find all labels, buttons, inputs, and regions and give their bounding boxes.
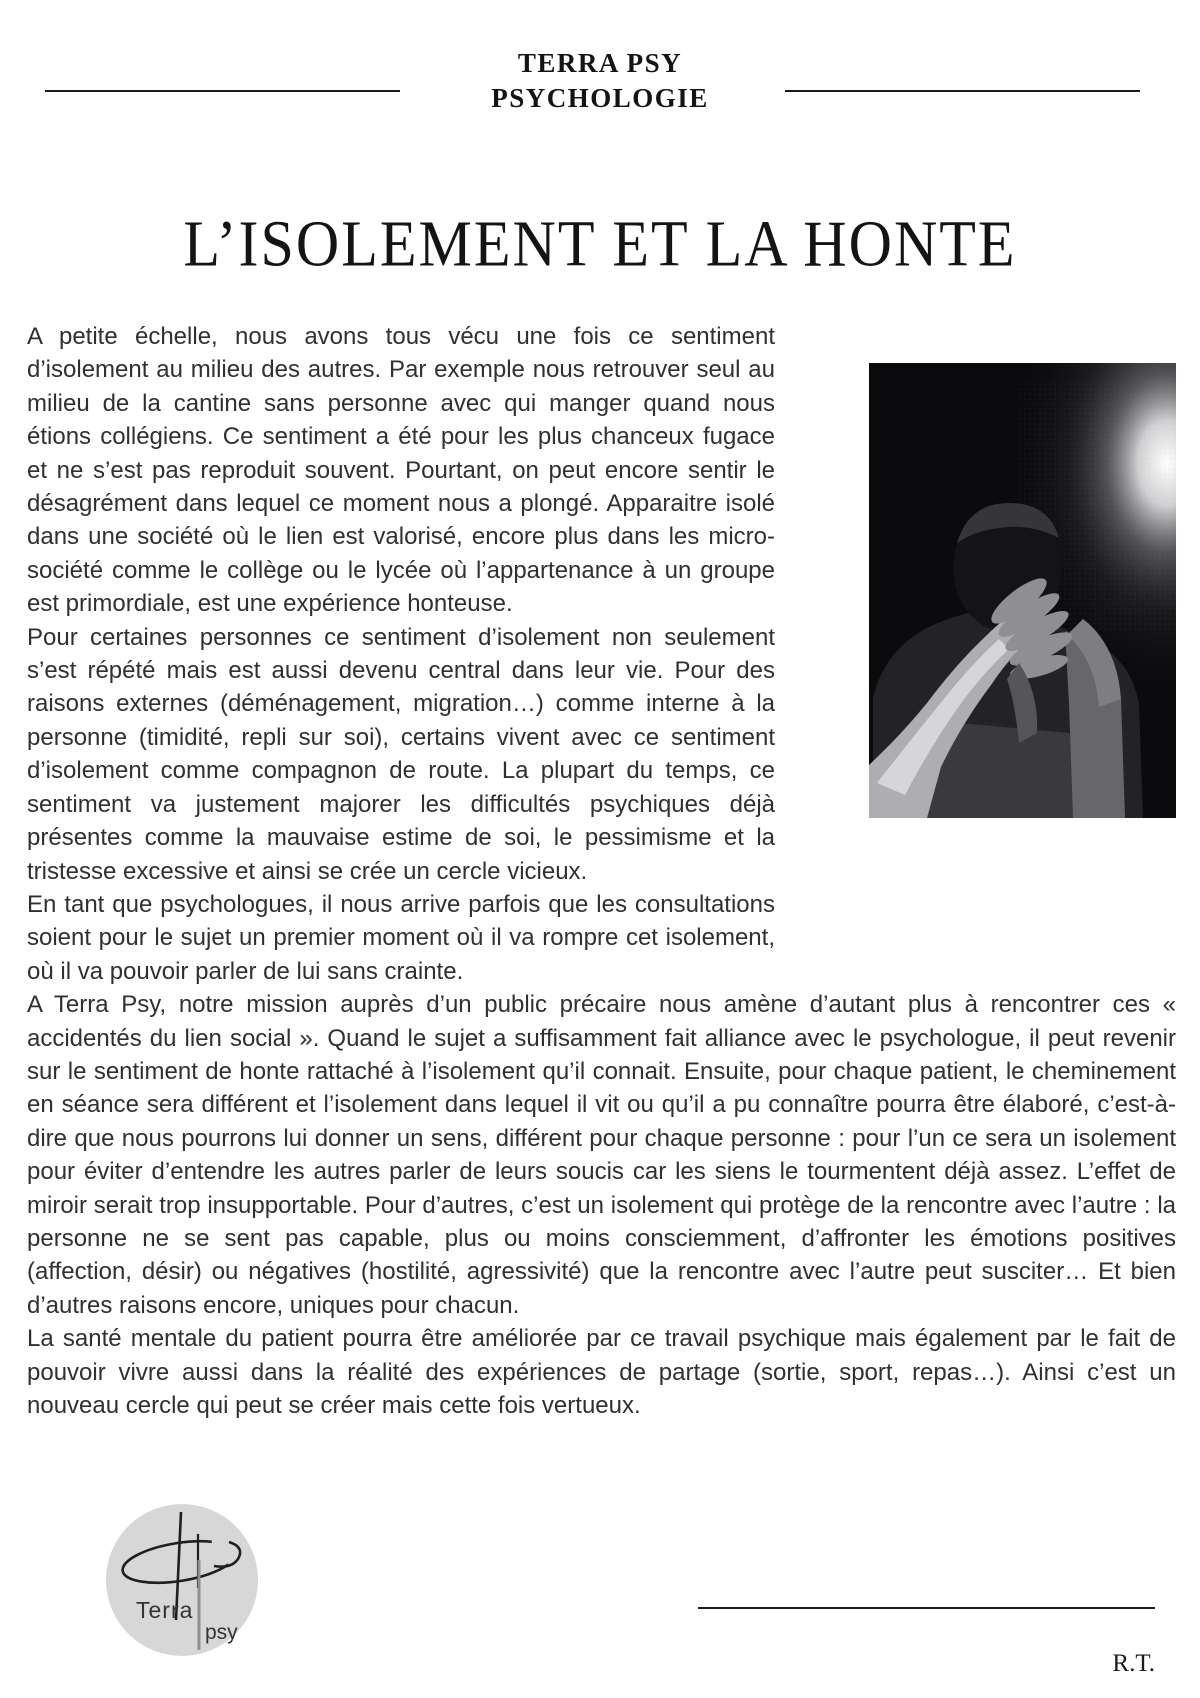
- paragraph-2: Pour certaines personnes ce sentiment d’isolement non seulement s’est répété mais est aussi devenu central dans leur vie. Pour des raisons externes (déménagement, migration…) comme interne à la personne (timidité, repli sur soi), certains vivent avec ce sentiment d’isolement comme compagnon de route. La plupart du temps, ce sentiment va justement majorer les difficultés psychiques déjà présentes comme la mauvaise estime de soi, le pessimisme et la tristesse excessive et ainsi se crée un cercle vicieux.: [27, 623, 775, 885]
- logo-word-psy: psy: [205, 1621, 238, 1644]
- paragraph-4: A Terra Psy, notre mission auprès d’un public précaire nous amène d’autant plus à rencontrer ces « accidentés du lien social ». Quand le sujet a suffisamment fait alliance avec le psychologue, il peut revenir sur le sentiment de honte rattaché à l’isolement qu’il connait. Ensuite, pour chaque patient, le cheminement en séance sera différent et l’isolement dans lequel il vit ou qu’il a pu connaître pourra être élaboré, c’est-à-dire que nous pourrons lui donner un sens, différent pour chaque personne : pour l’un ce sera un isolement pour éviter d’entendre les autres parler de leurs soucis car les siens le tourmentent déjà assez. L’effet de miroir serait trop insupportable. Pour d’autres, c’est un isolement qui protège de la rencontre avec l’autre : la personne ne se sent pas capable, plus ou moins consciemment, d’affronter les émotions positives (affection, désir) ou négatives (hostilité, agressivité) que la rencontre avec l’autre peut susciter… Et bien d’autres raisons encore, uniques pour chacun.: [27, 991, 1176, 1319]
- paragraph-3: En tant que psychologues, il nous arrive parfois que les consultations soient pour le sujet un premier moment où il va rompre cet isolement, où il va pouvoir parler de lui sans crainte.: [27, 890, 775, 985]
- brand-header: [0, 46, 1200, 116]
- page-title: L’ISOLEMENT ET LA HONTE: [183, 207, 1017, 280]
- paragraph-1: A petite échelle, nous avons tous vécu une fois ce sentiment d’isolement au milieu des autres. Par exemple nous retrouver seul au milieu de la cantine sans personne avec qui manger quand nous étions collégiens. Ce sentiment a été pour les plus chanceux fugace et ne s’est pas reproduit souvent. Pourtant, on peut encore sentir le désagrément dans lequel ce moment nous a plongé. Apparaitre isolé dans une société où le lien est valorisé, encore plus dans les micro-société comme le collège ou le lycée où l’appartenance à un groupe est primordiale, est une expérience honteuse.: [27, 323, 775, 618]
- logo-word-terra: Terra: [136, 1597, 194, 1623]
- terra-psy-logo: [103, 1498, 261, 1666]
- footer-rule: [698, 1607, 1155, 1609]
- terra-psy-logo-graphic: [103, 1498, 261, 1666]
- brand-line-1: TERRA PSY: [517, 48, 683, 78]
- narrow-text-column: [27, 320, 775, 988]
- author-initials: R.T.: [1112, 1650, 1155, 1677]
- brand-line-2: PSYCHOLOGIE: [491, 83, 709, 113]
- article-body: [27, 320, 1176, 1422]
- paragraph-5: La santé mentale du patient pourra être améliorée par ce travail psychique mais également par le fait de pouvoir vivre aussi dans la réalité des expériences de partage (sortie, sport, repas…). Ainsi c’est un nouveau cercle qui peut se créer mais cette fois vertueux.: [27, 1325, 1176, 1419]
